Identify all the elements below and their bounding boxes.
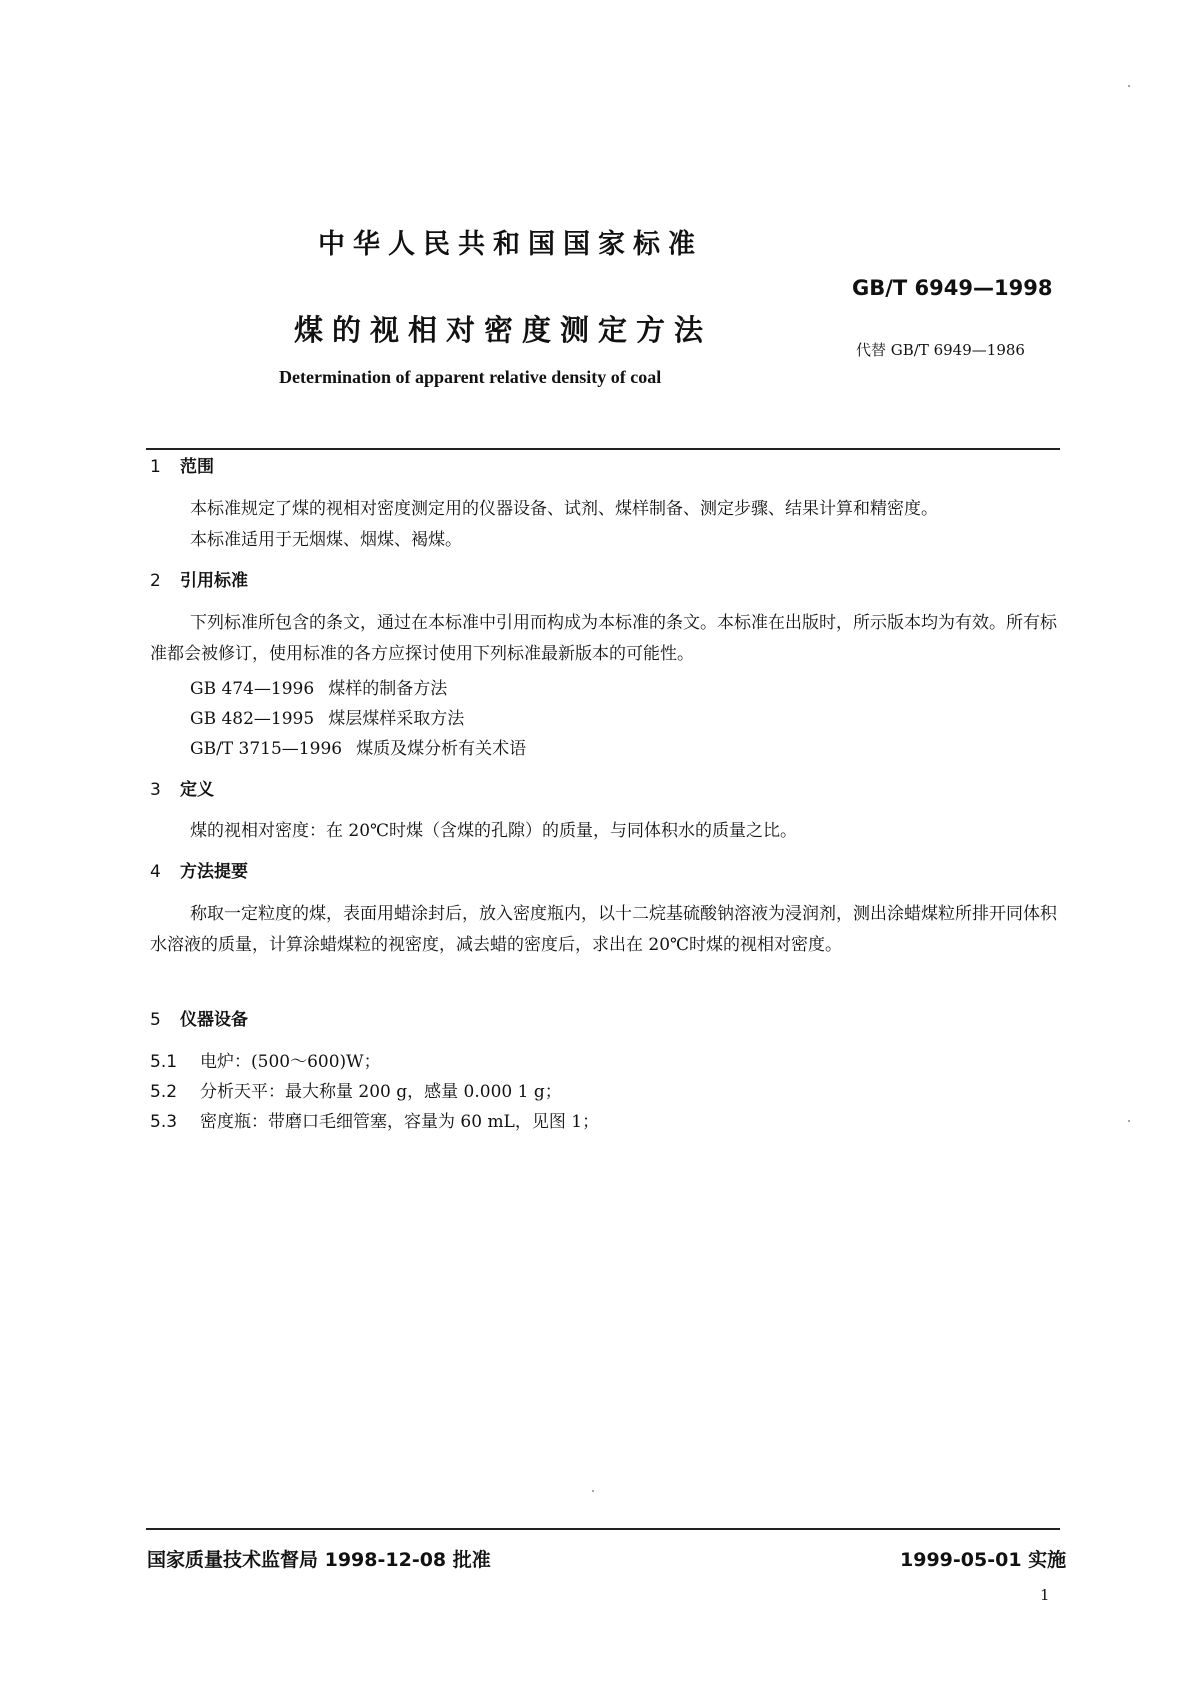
reference-title: 煤样的制备方法 [328, 679, 448, 699]
paragraph: 本标准规定了煤的视相对密度测定用的仪器设备、试剂、煤样制备、测定步骤、结果计算和精密度。 [190, 499, 938, 519]
item-text: 密度瓶：带磨口毛细管塞，容量为 60 mL，见图 1； [200, 1112, 600, 1132]
item-text: 电炉：(500～600)W； [200, 1052, 381, 1072]
section-title: 定义 [180, 780, 214, 800]
reference-title: 煤层煤样采取方法 [328, 709, 465, 729]
section-number: 4 [150, 862, 161, 882]
national-standard-title: 中华人民共和国国家标准 [318, 229, 703, 260]
scan-speck [1128, 1120, 1130, 1122]
section-heading-method-summary [150, 857, 248, 882]
paragraph: 下列标准所包含的条文，通过在本标准中引用而构成为本标准的条文。本标准在出版时，所示版本均为有效。所有标准都会被修订，使用标准的各方应探讨使用下列标准最新版本的可能性。 [150, 613, 1057, 664]
approval-info: 国家质量技术监督局 1998-12-08 批准 [147, 1549, 491, 1571]
section-number: 5 [150, 1010, 161, 1030]
section-heading-scope [150, 452, 214, 477]
replaces-standard: 代替 GB/T 6949—1986 [856, 341, 1025, 359]
english-title: Determination of apparent relative density of coal [279, 367, 662, 387]
section-heading-apparatus [150, 1005, 248, 1030]
item-number: 5.3 [150, 1112, 178, 1132]
section-title: 范围 [180, 457, 214, 477]
standard-title: 煤的视相对密度测定方法 [294, 313, 713, 347]
section-number: 1 [150, 457, 161, 477]
paragraph: 本标准适用于无烟煤、烟煤、褐煤。 [190, 530, 462, 550]
reference-code: GB/T 3715—1996 [190, 739, 343, 759]
section-title: 引用标准 [180, 571, 248, 591]
reference-item [190, 704, 464, 729]
scan-speck [1128, 85, 1130, 87]
standard-number: GB/T 6949—1998 [852, 276, 1053, 300]
section-heading-references [150, 566, 248, 591]
reference-title: 煤质及煤分析有关术语 [356, 739, 527, 759]
page-number: 1 [1040, 1586, 1050, 1604]
reference-item [190, 674, 447, 699]
item-text: 分析天平：最大称量 200 g，感量 0.000 1 g； [200, 1082, 562, 1102]
paragraph: 称取一定粒度的煤，表面用蜡涂封后，放入密度瓶内，以十二烷基硫酸钠溶液为浸润剂，测出涂蜡煤粒所排开同体积水溶液的质量，计算涂蜡煤粒的视密度，减去蜡的密度后，求出在 20℃时煤的视相对密度。 [150, 904, 1057, 955]
item-number: 5.1 [150, 1052, 178, 1072]
effective-date: 1999-05-01 实施 [900, 1549, 1067, 1571]
scan-speck [592, 1490, 594, 1492]
apparatus-item [150, 1077, 562, 1102]
section-title: 仪器设备 [180, 1010, 248, 1030]
section-number: 3 [150, 780, 161, 800]
reference-item [190, 734, 526, 759]
section-heading-definition [150, 775, 214, 800]
item-number: 5.2 [150, 1082, 178, 1102]
footer-divider [146, 1528, 1060, 1530]
reference-code: GB 482—1995 [190, 709, 315, 729]
header-divider [146, 448, 1060, 450]
apparatus-item [150, 1107, 599, 1132]
paragraph: 煤的视相对密度：在 20℃时煤（含煤的孔隙）的质量，与同体积水的质量之比。 [190, 821, 798, 841]
reference-code: GB 474—1996 [190, 679, 315, 699]
section-title: 方法提要 [180, 862, 248, 882]
apparatus-item [150, 1047, 381, 1072]
section-number: 2 [150, 571, 161, 591]
